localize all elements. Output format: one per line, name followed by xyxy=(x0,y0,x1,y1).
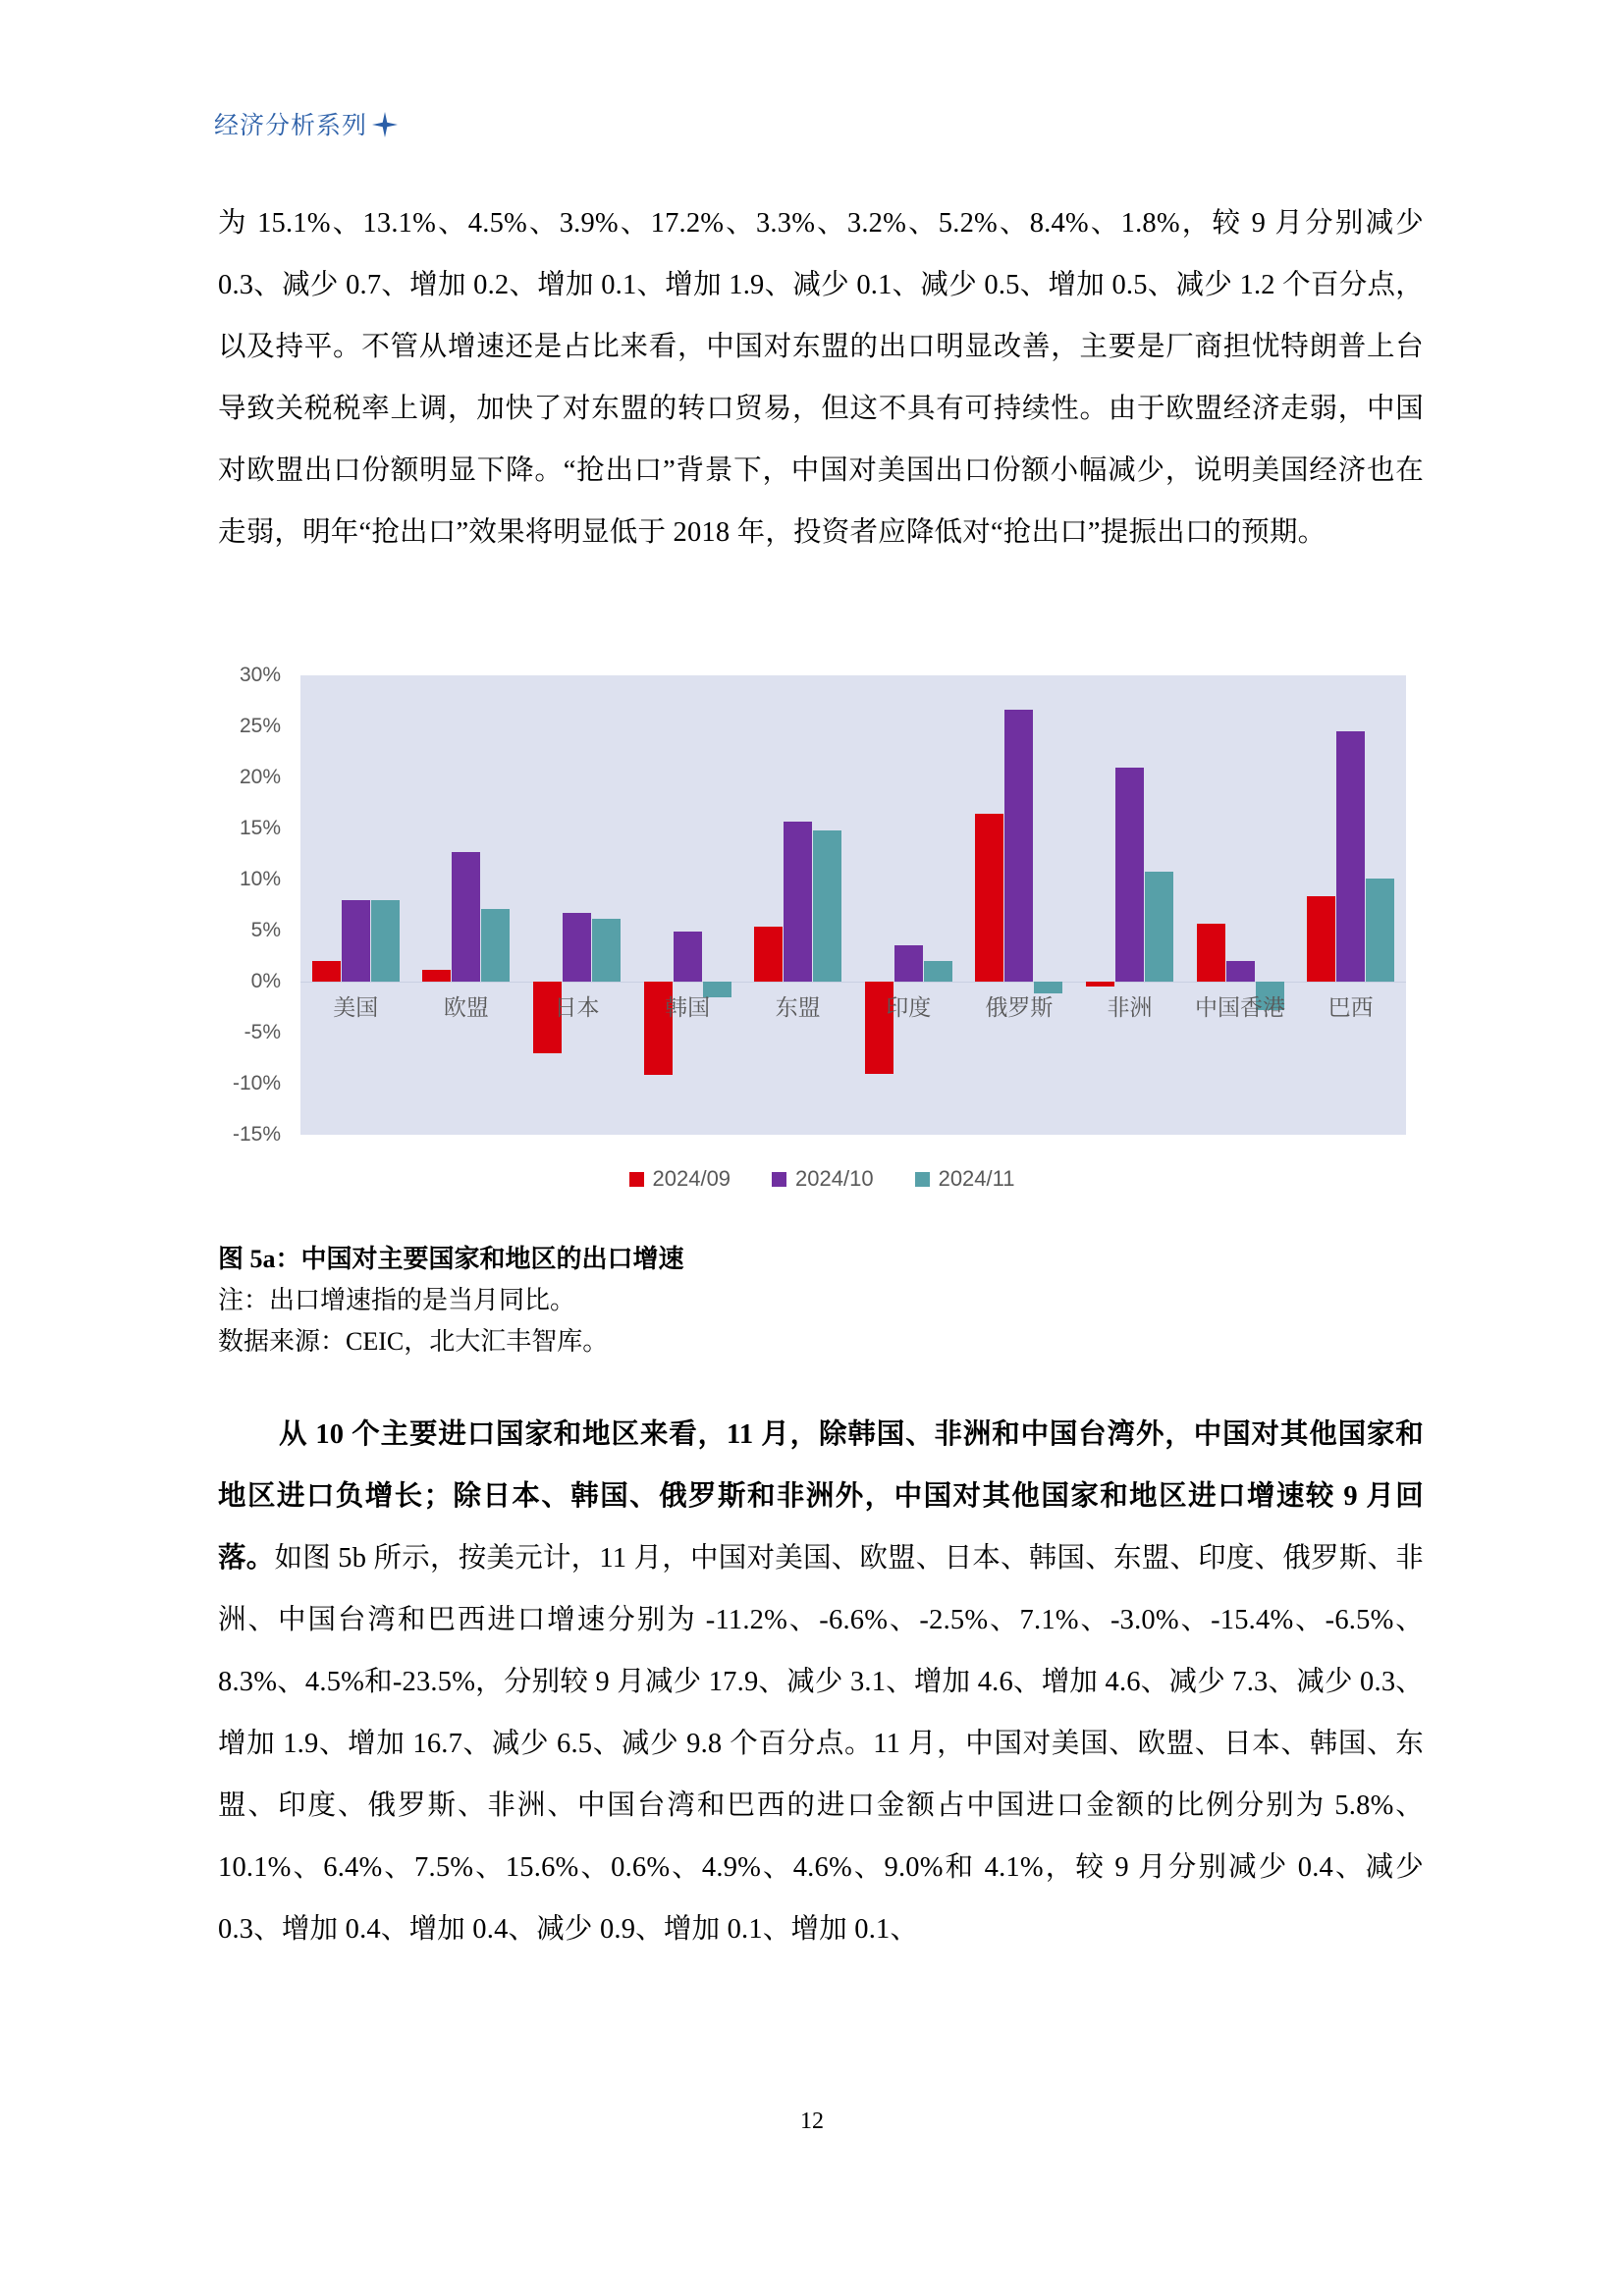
y-axis-tick: 0% xyxy=(250,969,281,992)
y-axis-tick: -10% xyxy=(232,1072,281,1095)
legend-label: 2024/11 xyxy=(938,1166,1015,1191)
bar-group xyxy=(1074,675,1185,1135)
x-axis-label: 韩国 xyxy=(665,993,711,1020)
bar-2024-10 xyxy=(452,852,480,982)
bar-2024-09 xyxy=(975,814,1003,982)
paragraph-two-container xyxy=(218,1404,1424,1960)
x-axis-label: 巴西 xyxy=(1327,993,1374,1020)
legend-item xyxy=(915,1166,1015,1192)
bar-set xyxy=(521,675,632,1135)
bar-2024-10 xyxy=(1336,731,1365,982)
x-axis-label: 东盟 xyxy=(775,993,821,1020)
bar-set xyxy=(411,675,522,1135)
chart-legend xyxy=(218,1166,1426,1192)
legend-label: 2024/10 xyxy=(795,1166,874,1191)
legend-label: 2024/09 xyxy=(652,1166,731,1191)
y-axis-tick: 5% xyxy=(250,919,281,941)
bar-2024-10 xyxy=(1226,961,1255,982)
x-axis-label: 美国 xyxy=(333,993,379,1020)
bar-chart xyxy=(218,664,1426,1191)
bar-2024-09 xyxy=(1307,896,1335,982)
bar-2024-10 xyxy=(563,913,591,982)
bar-2024-11 xyxy=(924,961,952,982)
bar-group xyxy=(632,675,743,1135)
bar-2024-11 xyxy=(592,919,621,982)
bar-2024-10 xyxy=(1004,710,1033,982)
bar-groups xyxy=(300,675,1406,1135)
legend-swatch-icon xyxy=(629,1172,644,1187)
x-axis-label: 非洲 xyxy=(1107,993,1153,1020)
x-axis-label: 俄罗斯 xyxy=(985,993,1054,1020)
y-axis-tick: -15% xyxy=(232,1123,281,1146)
bar-2024-09 xyxy=(1197,924,1225,982)
bar-group xyxy=(411,675,522,1135)
bar-2024-11 xyxy=(1145,872,1173,982)
bar-set xyxy=(300,675,411,1135)
bar-group xyxy=(853,675,964,1135)
figure-5a xyxy=(218,664,1426,1227)
y-axis-tick: 25% xyxy=(239,715,281,737)
bar-2024-10 xyxy=(674,932,702,982)
paragraph-two xyxy=(218,1404,1424,1960)
bar-2024-10 xyxy=(784,822,812,982)
figure-caption-note: 注：出口增速指的是当月同比。 xyxy=(218,1286,576,1314)
bar-set xyxy=(742,675,853,1135)
bar-2024-11 xyxy=(371,900,400,982)
x-axis-label: 印度 xyxy=(886,993,932,1020)
paragraph-two-rest: 如图 5b 所示，按美元计，11 月，中国对美国、欧盟、日本、韩国、东盟、印度、俄罗斯、非洲、中国台湾和巴西进口增速分别为 -11.2%、-6.6%、-2.5%、7.1%、-3.0%、-15.4%、-6.5%、8.3%、4.5%和-23.5%，分别较 9 月减少 17.9、减少 3.1、增加 4.6、增加 4.6、减少 7.3、减少 0.3、增加 1.9、增加 16.7、减少 6.5、减少 9.8 个百分点。11 月，中国对美国、欧盟、日本、韩国、东盟、印度、俄罗斯、非洲、中国台湾和巴西的进口金额占中国进口金额的比例分别为 5.8%、10.1%、6.4%、7.5%、15.6%、0.6%、4.9%、4.6%、9.0%和 4.1%，较 9 月分别减少 0.4、减少 0.3、增加 0.4、增加 0.4、减少 0.9、增加 0.1、增加 0.1、 xyxy=(218,1543,1424,1945)
y-axis-tick: 30% xyxy=(239,664,281,686)
x-axis-label: 欧盟 xyxy=(443,993,489,1020)
bar-set xyxy=(1295,675,1406,1135)
bar-2024-11 xyxy=(1366,879,1394,982)
bar-2024-09 xyxy=(1086,982,1114,987)
bar-2024-11 xyxy=(813,830,841,982)
bar-set xyxy=(1074,675,1185,1135)
bar-2024-09 xyxy=(422,970,451,982)
page-number: 12 xyxy=(800,2109,824,2134)
y-axis xyxy=(218,664,289,1146)
bar-set xyxy=(1185,675,1296,1135)
x-axis-label: 中国香港 xyxy=(1195,993,1286,1020)
paragraph-two-bold-lead: 从 10 个主要进口国家和地区来看，11 月，除韩国、非洲和中国台湾外，中国对其他国家和地区进口负增长；除日本、韩国、俄罗斯和非洲外，中国对其他国家和地区进口增速较 9 月回落。 xyxy=(218,1419,1424,1574)
y-axis-tick: 20% xyxy=(239,766,281,788)
x-axis-label: 日本 xyxy=(554,993,600,1020)
legend-swatch-icon xyxy=(772,1172,786,1187)
series-title: 经济分析系列 xyxy=(214,113,368,139)
figure-caption-source: 数据来源：CEIC，北大汇丰智库。 xyxy=(218,1327,609,1356)
bar-group xyxy=(300,675,411,1135)
four-point-star-icon xyxy=(372,112,398,137)
bar-group xyxy=(1185,675,1296,1135)
bar-2024-09 xyxy=(754,927,783,982)
plot-area xyxy=(300,675,1406,1135)
y-axis-tick: 10% xyxy=(239,868,281,890)
figure-caption-title: 图 5a：中国对主要国家和地区的出口增速 xyxy=(218,1245,684,1273)
y-axis-tick: -5% xyxy=(244,1021,281,1043)
figure-caption-block xyxy=(218,1239,1426,1362)
bar-group xyxy=(521,675,632,1135)
document-header xyxy=(214,106,398,141)
bar-group xyxy=(742,675,853,1135)
paragraph-one-container xyxy=(218,192,1424,563)
bar-set xyxy=(964,675,1075,1135)
legend-swatch-icon xyxy=(915,1172,930,1187)
bar-2024-11 xyxy=(481,909,510,982)
y-axis-tick: 15% xyxy=(239,816,281,839)
bar-set xyxy=(853,675,964,1135)
bar-set xyxy=(632,675,743,1135)
paragraph-one: 为 15.1%、13.1%、4.5%、3.9%、17.2%、3.3%、3.2%、5.2%、8.4%、1.8%，较 9 月分别减少 0.3、减少 0.7、增加 0.2、增加 0.1、增加 1.9、减少 0.1、减少 0.5、增加 0.5、减少 1.2 个百分点，以及持平。不管从增速还是占比来看，中国对东盟的出口明显改善，主要是厂商担忧特朗普上台导致关税税率上调，加快了对东盟的转口贸易，但这不具有可持续性。由于欧盟经济走弱，中国对欧盟出口份额明显下降。“抢出口”背景下，中国对美国出口份额小幅减少，说明美国经济也在走弱，明年“抢出口”效果将明显低于 2018 年，投资者应降低对“抢出口”提振出口的预期。 xyxy=(218,208,1424,548)
bar-group xyxy=(1295,675,1406,1135)
bar-2024-10 xyxy=(894,945,923,982)
legend-item xyxy=(772,1166,874,1192)
bar-2024-10 xyxy=(1115,768,1144,982)
bar-2024-10 xyxy=(342,900,370,982)
bar-group xyxy=(964,675,1075,1135)
legend-item xyxy=(629,1166,731,1192)
bar-2024-09 xyxy=(312,961,341,982)
